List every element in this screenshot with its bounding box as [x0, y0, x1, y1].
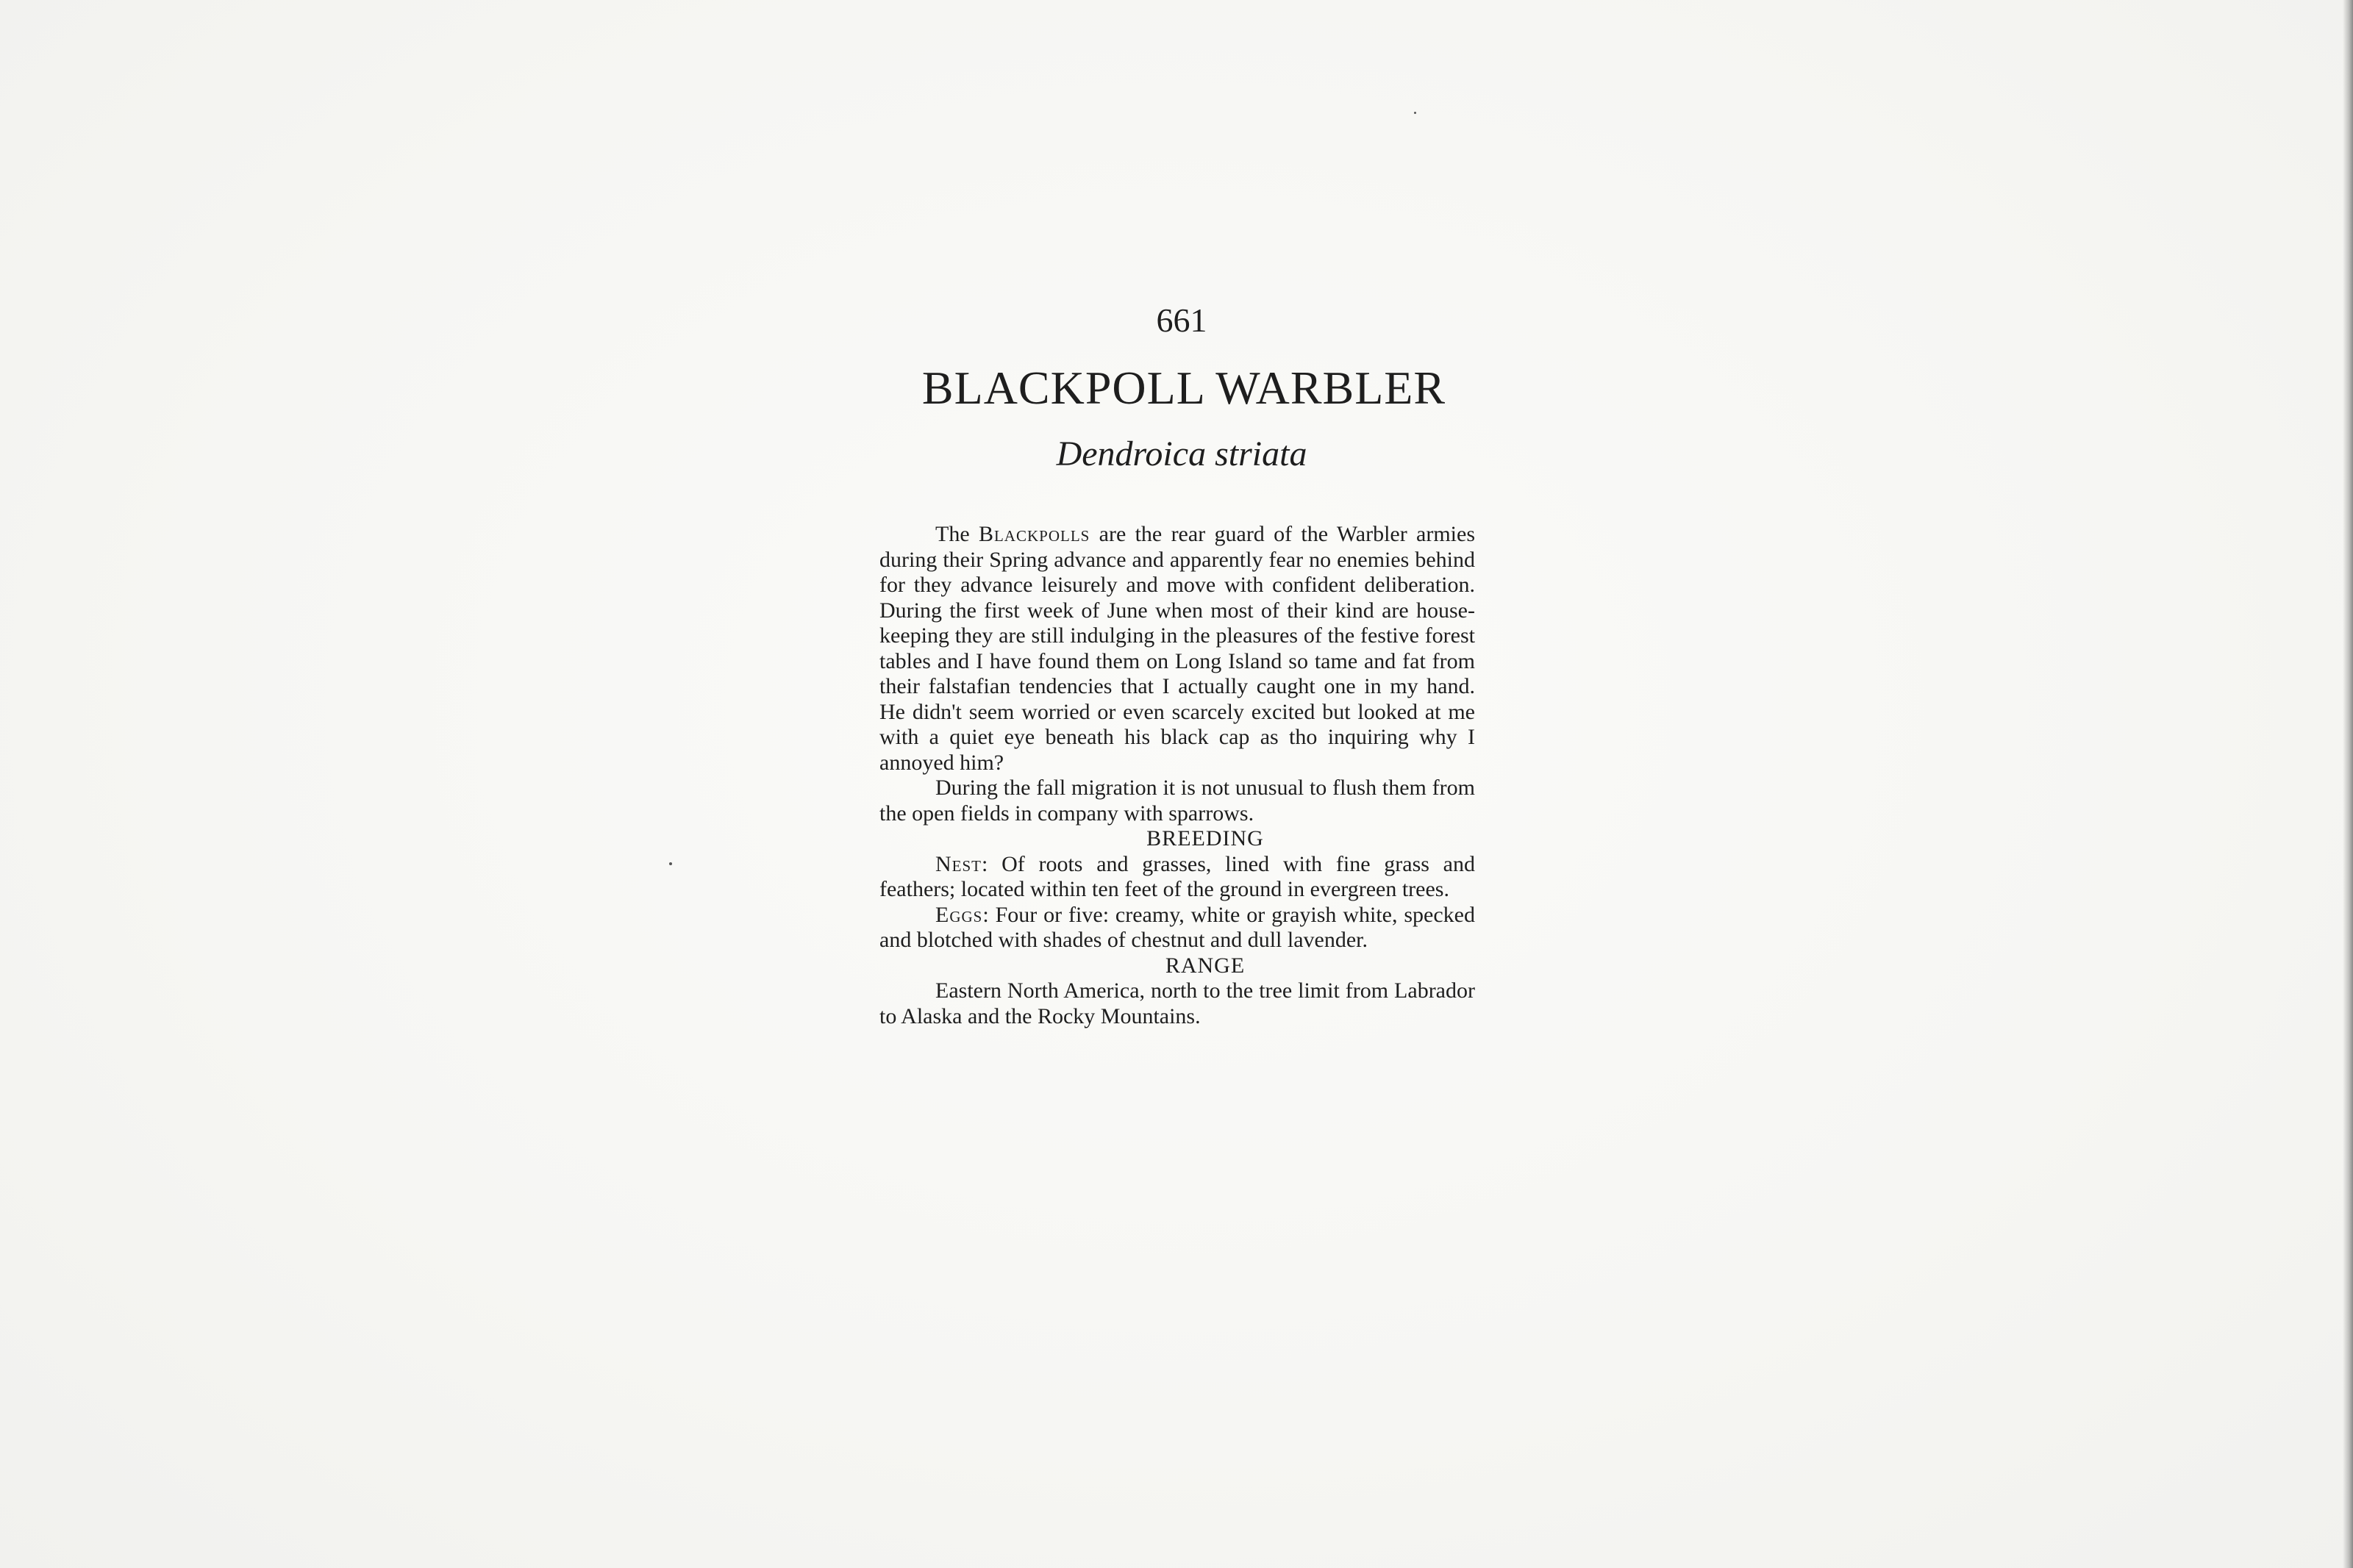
range-paragraph: Eastern North America, north to the tree limit from Labrador to Alaska and the Rocky Mountains. [879, 978, 1475, 1028]
migration-paragraph: During the fall migration it is not unusual to flush them from the open fields in company with sparrows. [879, 776, 1475, 826]
nest-paragraph [879, 852, 1475, 903]
scientific-name: Dendroica striata [1056, 434, 1307, 473]
page-edge-shadow [2343, 0, 2353, 1568]
description-paragraph [879, 522, 1475, 776]
breeding-heading: BREEDING [1146, 826, 1264, 851]
eggs-paragraph [879, 903, 1475, 953]
species-name-smallcaps: Blackpolls [978, 522, 1090, 546]
description-text: are the rear guard of the Warbler armies during their Spring advance and apparently fear no enemies behind for they advance leisurely and move with confident deliberation. During the first week of June when most of their kind are house-keeping they are still indulging in the pleasures of the festive forest tables and I have found them on Long Island so tame and fat from their falstafian tendencies that I actually caught one in my hand. He didn't seem worried or even scarcely excited but looked at me with a quiet eye beneath his black cap as tho inquiring why I annoyed him? [879, 522, 1476, 775]
nest-label: Nest [935, 851, 982, 876]
paper-speck [669, 862, 672, 865]
page-number: 661 [1156, 301, 1207, 339]
page-title: BLACKPOLL WARBLER [921, 362, 1446, 414]
nest-text: : Of roots and grasses, lined with fine grass and feathers; located within ten feet of the ground in evergreen trees. [879, 851, 1475, 901]
description-lead: The [935, 522, 970, 546]
range-heading: RANGE [1165, 953, 1246, 978]
eggs-label: Eggs [935, 902, 983, 927]
eggs-text: : Four or five: creamy, white or grayish white, specked and blotched with shades of chestnut and dull lavender. [879, 902, 1475, 952]
species-account [879, 522, 1475, 1029]
paper-speck [1414, 112, 1416, 114]
